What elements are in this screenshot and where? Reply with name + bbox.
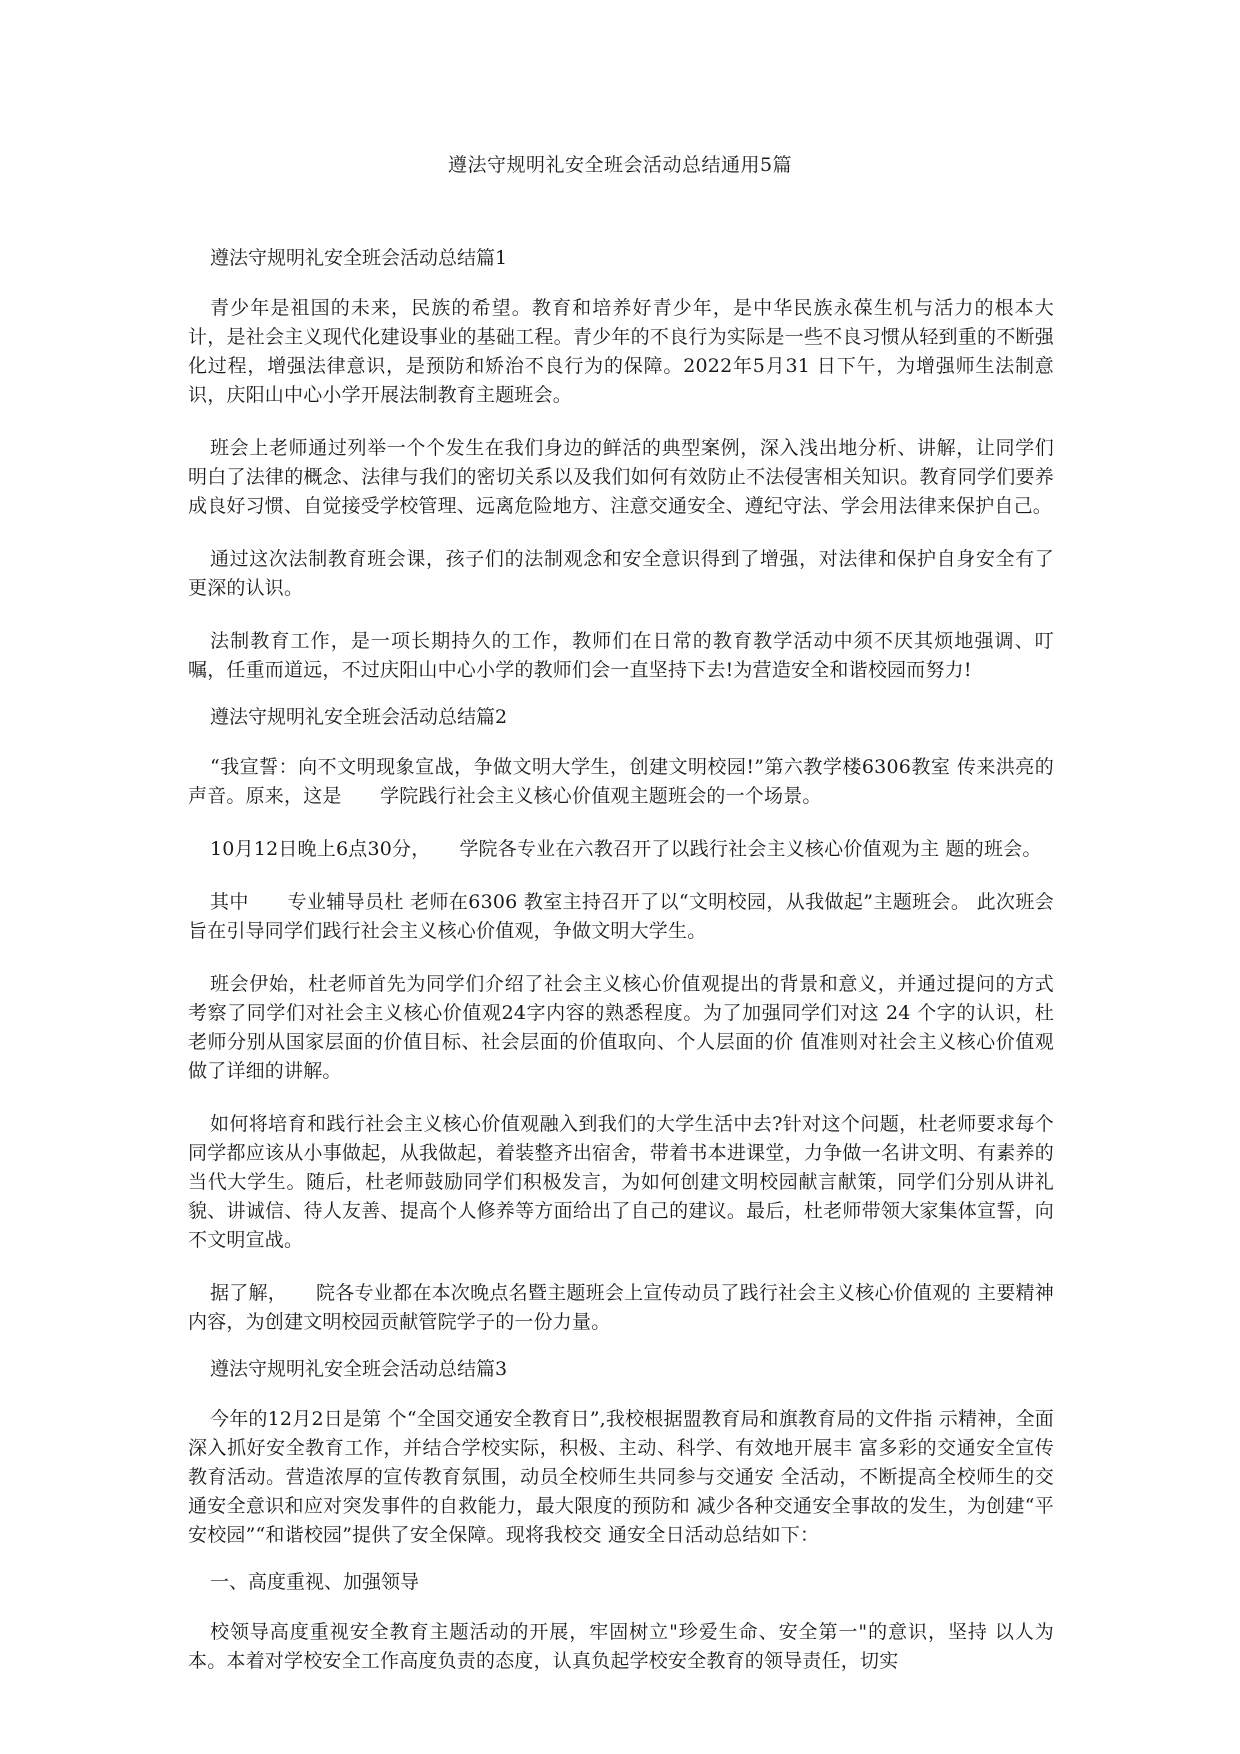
section-heading: 一、高度重视、加强领导 xyxy=(210,1571,420,1593)
paragraph: 其中 专业辅导员杜 老师在6306 教室主持召开了以“文明校园，从我做起”主题班会。 此次班会旨在引导同学们践行社会主义核心价值观，争做文明大学生。 xyxy=(188,891,1054,942)
paragraph: 据了解， 院各专业都在本次晚点名暨主题班会上宣传动员了践行社会主义核心价值观的 主要精神内容，为创建文明校园贡献管院学子的一份力量。 xyxy=(188,1282,1054,1333)
paragraph: 法制教育工作，是一项长期持久的工作，教师们在日常的教育教学活动中须不厌其烦地强调、叮嘱，任重而道远，不过庆阳山中心小学的教师们会一直坚持下去!为营造安全和谐校园而努力! xyxy=(188,630,1054,681)
paragraph: 如何将培育和践行社会主义核心价值观融入到我们的大学生活中去?针对这个问题，杜老师要求每个同学都应该从小事做起，从我做起，着装整齐出宿舍，带着书本进课堂，力争做一名讲文明、有素养的当代大学生。随后，杜老师鼓励同学们积极发言，为如何创建文明校园献言献策，同学们分别从讲礼貌、讲诚信、待人友善、提高个人修养等方面给出了自己的建议。最后，杜老师带领大家集体宣誓，向不文明宣战。 xyxy=(188,1113,1054,1251)
document-title: 遵法守规明礼安全班会活动总结通用5篇 xyxy=(447,154,793,176)
paragraph: 校领导高度重视安全教育主题活动的开展，牢固树立"珍爱生命、安全第一"的意识，坚持 以人为本。本着对学校安全工作高度负责的态度，认真负起学校安全教育的领导责任，切实 xyxy=(188,1621,1054,1672)
paragraph: “我宣誓：向不文明现象宣战，争做文明大学生，创建文明校园!”第六教学楼6306教室 传来洪亮的声音。原来，这是 学院践行社会主义核心价值观主题班会的一个场景。 xyxy=(188,756,1054,807)
paragraph: 青少年是祖国的未来，民族的希望。教育和培养好青少年，是中华民族永葆生机与活力的根本大计，是社会主义现代化建设事业的基础工程。青少年的不良行为实际是一些不良习惯从轻到重的不断强化过程，增强法律意识，是预防和矫治不良行为的保障。2022年5月31 日下午，为增强师生法制意识，庆阳山中心小学开展法制教育主题班会。 xyxy=(188,297,1054,406)
document-body xyxy=(188,244,1054,1700)
section-heading: 遵法守规明礼安全班会活动总结篇3 xyxy=(210,1358,508,1380)
paragraph: 班会上老师通过列举一个个发生在我们身边的鲜活的典型案例，深入浅出地分析、讲解，让同学们明白了法律的概念、法律与我们的密切关系以及我们如何有效防止不法侵害相关知识。教育同学们要养成良好习惯、自觉接受学校管理、远离危险地方、注意交通安全、遵纪守法、学会用法律来保护自己。 xyxy=(188,437,1054,517)
section-heading: 遵法守规明礼安全班会活动总结篇2 xyxy=(210,706,508,728)
paragraph: 班会伊始，杜老师首先为同学们介绍了社会主义核心价值观提出的背景和意义，并通过提问的方式考察了同学们对社会主义核心价值观24字内容的熟悉程度。为了加强同学们对这 24 个字的认识，杜老师分别从国家层面的价值目标、社会层面的价值取向、个人层面的价 值准则对社会主义核心价值观做了详细的讲解。 xyxy=(188,973,1054,1082)
paragraph: 今年的12月2日是第 个“全国交通安全教育日”,我校根据盟教育局和旗教育局的文件指 示精神，全面深入抓好安全教育工作，并结合学校实际，积极、主动、科学、有效地开展丰 富多彩的交通安全宣传教育活动。营造浓厚的宣传教育氛围，动员全校师生共同参与交通安 全活动，不断提高全校师生的交通安全意识和应对突发事件的自救能力，最大限度的预防和 减少各种交通安全事故的发生，为创建“平安校园”“和谐校园”提供了安全保障。现将我校交 通安全日活动总结如下： xyxy=(188,1408,1054,1546)
paragraph: 通过这次法制教育班会课，孩子们的法制观念和安全意识得到了增强，对法律和保护自身安全有了更深的认识。 xyxy=(188,548,1054,599)
paragraph: 10月12日晚上6点30分， 学院各专业在六教召开了以践行社会主义核心价值观为主 题的班会。 xyxy=(210,838,1042,860)
section-heading: 遵法守规明礼安全班会活动总结篇1 xyxy=(210,247,508,269)
